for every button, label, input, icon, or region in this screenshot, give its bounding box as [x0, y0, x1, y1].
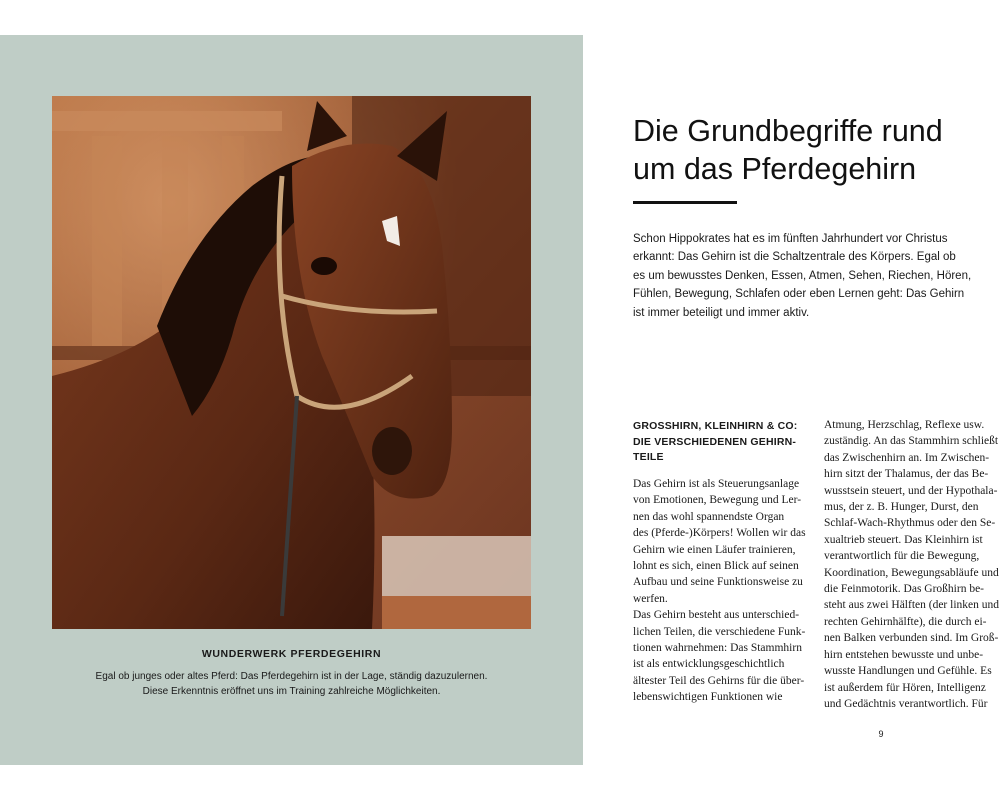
intro-line: Fühlen, Bewegung, Schlafen oder eben Lernen geht: Das Gehirn — [633, 288, 965, 301]
body-line: Aufbau und seine Funktionsweise zu — [633, 576, 803, 589]
body-line: steht aus zwei Hälften (der linken und — [824, 599, 999, 612]
caption-text — [52, 669, 531, 699]
caption-line: Diese Erkenntnis eröffnet uns im Training zahlreiche Möglichkeiten. — [142, 686, 441, 697]
body-line: rechten Gehirnhälfte), die durch ei- — [824, 615, 987, 628]
body-line: und Gedächtnis verantwortlich. Für — [824, 697, 988, 710]
body-line: werfen. — [633, 592, 668, 605]
body-line: die Feinmotorik. Das Großhirn be- — [824, 583, 985, 596]
book-spread — [0, 35, 1000, 765]
title-divider — [633, 201, 737, 204]
body-line: wusste Handlungen und Gefühle. Es — [824, 665, 992, 678]
body-line: ist außerdem für Hören, Intelligenz — [824, 681, 986, 694]
body-line: Das Gehirn ist als Steuerungsanlage — [633, 478, 800, 490]
body-line: mus, der z. B. Hunger, Durst, den — [824, 501, 979, 514]
title-line: um das Pferdegehirn — [633, 152, 917, 186]
body-line: lichen Teilen, die verschiedene Funk- — [633, 625, 806, 638]
body-line: Atmung, Herzschlag, Reflexe usw. — [824, 419, 985, 431]
body-line: nen Balken verbunden sind. Im Groß- — [824, 632, 999, 645]
intro-line: ist immer beteiligt und immer aktiv. — [633, 306, 810, 319]
body-line: hirn entstehen bewusste und unbe- — [824, 648, 984, 661]
body-line: lohnt es sich, einen Blick auf seinen — [633, 560, 799, 573]
horse-illustration — [52, 96, 531, 629]
section-heading-line: DIE VERSCHIEDENEN GEHIRN- — [633, 435, 797, 448]
section-heading-line: GROSSHIRN, KLEINHIRN & CO: — [633, 420, 798, 432]
body-line: Das Gehirn besteht aus unterschied- — [633, 609, 800, 622]
body-line: nen das wohl spannendste Organ — [633, 510, 785, 523]
body-line: Schlaf-Wach-Rhythmus oder den Se- — [824, 517, 996, 530]
page-title — [633, 112, 993, 188]
body-line: das Zwischenhirn an. Im Zwischen- — [824, 451, 990, 464]
body-line: ist als entwicklungsgeschichtlich — [633, 658, 785, 671]
body-line: hirn sitzt der Thalamus, der das Be- — [824, 468, 989, 481]
right-page — [583, 35, 1000, 765]
body-line: verantwortlich für die Bewegung, — [824, 550, 980, 563]
intro-line: Schon Hippokrates hat es im fünften Jahrhundert vor Christus — [633, 233, 948, 245]
body-line: ältester Teil des Gehirns für die über- — [633, 674, 805, 687]
body-line: von Emotionen, Bewegung und Ler- — [633, 494, 802, 507]
intro-paragraph — [633, 230, 989, 322]
page-number: 9 — [878, 729, 884, 739]
body-line: zuständig. An das Stammhirn schließt — [824, 435, 999, 448]
body-column-2 — [824, 417, 1000, 712]
body-line: lebenswichtigen Funktionen wie — [633, 691, 783, 704]
body-column-1 — [633, 476, 819, 706]
body-line: des (Pferde-)Körpers! Wollen wir das — [633, 527, 806, 540]
horse-photo — [52, 96, 531, 629]
body-line: tionen wahrnehmen: Das Stammhirn — [633, 642, 802, 655]
caption-line: Egal ob junges oder altes Pferd: Das Pferdegehirn ist in der Lage, ständig dazuzulernen. — [95, 671, 488, 682]
left-page — [0, 35, 583, 765]
intro-line: erkannt: Das Gehirn ist die Schaltzentrale des Körpers. Egal ob — [633, 251, 956, 264]
section-heading-line: TEILE — [633, 451, 664, 463]
title-line: Die Grundbegriffe rund — [633, 114, 943, 148]
section-heading — [633, 419, 819, 466]
body-line: wusstsein steuert, und der Hypothala- — [824, 484, 998, 497]
body-line: Koordination, Bewegungsabläufe und — [824, 566, 999, 579]
body-line: xualtrieb steuert. Das Kleinhirn ist — [824, 533, 983, 546]
caption-title: WUNDERWERK PFERDEGEHIRN — [201, 648, 382, 660]
intro-line: es um bewusstes Denken, Essen, Atmen, Sehen, Riechen, Hören, — [633, 269, 972, 282]
body-line: Gehirn wie einen Läufer trainieren, — [633, 543, 796, 556]
